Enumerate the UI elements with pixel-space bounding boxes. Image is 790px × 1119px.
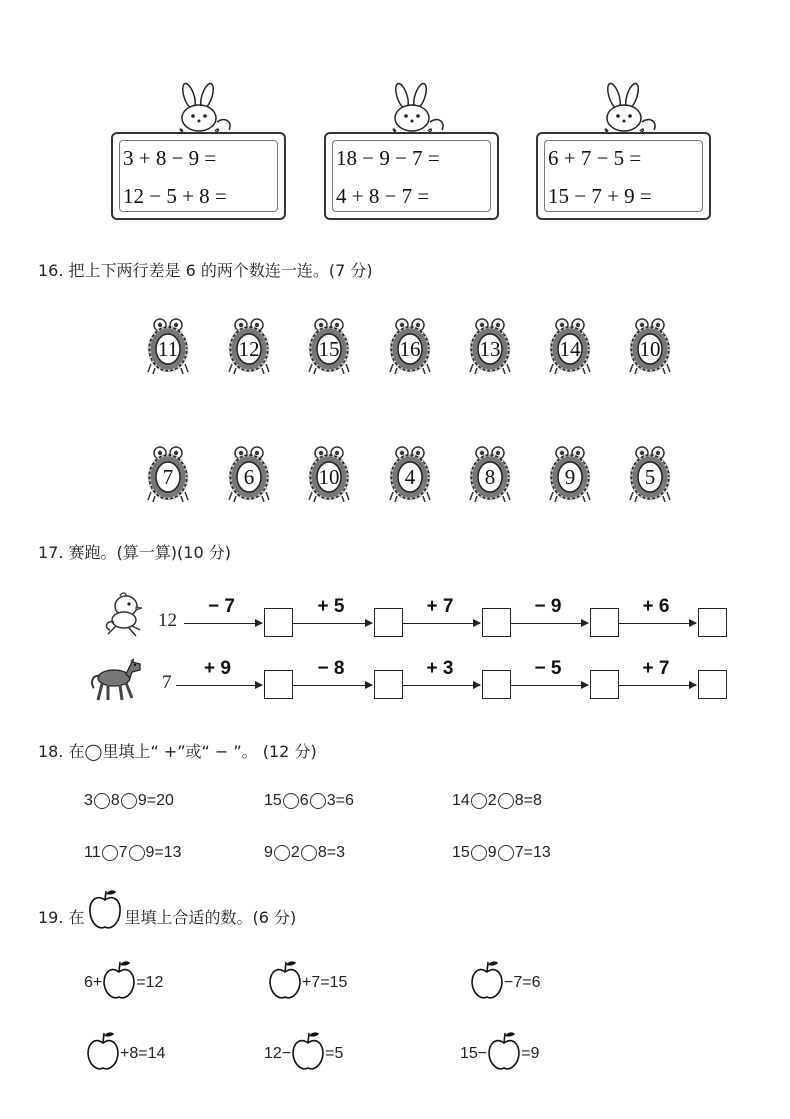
frog-number: 16 — [399, 337, 421, 361]
frog-number-card[interactable] — [549, 318, 591, 374]
race-operation: + 3 — [426, 658, 454, 679]
result: =8 — [523, 792, 542, 809]
operand: 3 — [326, 792, 336, 809]
answer-box[interactable] — [374, 670, 403, 699]
operator-circle[interactable] — [471, 793, 487, 809]
frog-number-card[interactable] — [549, 446, 591, 502]
operator-circle[interactable] — [121, 793, 137, 809]
race-arrow — [619, 685, 696, 686]
circle-equation — [84, 792, 174, 810]
frog-number-card[interactable] — [389, 446, 431, 502]
apple-equation — [86, 1033, 165, 1077]
race-arrow — [511, 685, 588, 686]
apple-icon[interactable] — [86, 1030, 120, 1077]
operand: 3 — [84, 792, 93, 809]
race-arrow — [511, 623, 588, 624]
frog-number: 14 — [559, 337, 581, 361]
operand: 15 — [264, 792, 282, 809]
equation-after: +7=15 — [302, 974, 348, 991]
chick-icon — [100, 590, 148, 642]
apple-icon[interactable] — [487, 1030, 521, 1077]
race-arrow — [184, 623, 262, 624]
board-frame — [111, 132, 286, 220]
frog-number-card[interactable] — [228, 446, 270, 502]
race-arrow — [293, 685, 372, 686]
frog-number-card[interactable] — [308, 318, 350, 374]
operator-circle[interactable] — [94, 793, 110, 809]
frog-number: 9 — [564, 465, 576, 489]
circle-equation — [452, 844, 551, 862]
race-start-number: 7 — [162, 672, 172, 693]
equation-after: =9 — [521, 1045, 540, 1062]
race-operation: + 6 — [642, 596, 670, 617]
board-equation: 6 + 7 − 5 = — [548, 146, 642, 170]
operator-circle[interactable] — [283, 793, 299, 809]
answer-box[interactable] — [374, 608, 403, 637]
operand: 6 — [299, 792, 309, 809]
q19-title-pre: 19. 在 — [38, 907, 85, 927]
board-equation: 18 − 9 − 7 = — [336, 146, 440, 170]
operator-circle[interactable] — [129, 845, 145, 861]
operator-circle[interactable] — [102, 845, 118, 861]
apple-icon — [87, 888, 123, 932]
race-operation: + 9 — [204, 658, 231, 679]
operator-circle[interactable] — [498, 845, 514, 861]
operand: 15 — [452, 844, 470, 861]
answer-box[interactable] — [698, 608, 727, 637]
frog-number-card[interactable] — [469, 446, 511, 502]
race-operation: + 5 — [317, 596, 345, 617]
equation-after: =12 — [136, 974, 164, 991]
equation-before: 15− — [460, 1045, 488, 1062]
result: =6 — [335, 792, 354, 809]
operand: 8 — [110, 792, 120, 809]
board-equation: 15 − 7 + 9 = — [548, 184, 652, 208]
operand: 8 — [514, 792, 524, 809]
apple-icon[interactable] — [102, 959, 136, 1006]
equation-before: 12− — [264, 1045, 292, 1062]
equation-board — [536, 82, 711, 222]
frog-number: 8 — [484, 465, 496, 489]
apple-equation — [268, 962, 347, 1006]
answer-box[interactable] — [590, 670, 619, 699]
frog-number: 5 — [644, 465, 656, 489]
answer-box[interactable] — [482, 670, 511, 699]
frog-number-card[interactable] — [147, 446, 189, 502]
operand: 9 — [264, 844, 273, 861]
frog-number: 4 — [404, 465, 416, 489]
horse-icon — [88, 658, 144, 706]
frog-number-card[interactable] — [389, 318, 431, 374]
frog-number-card[interactable] — [228, 318, 270, 374]
circle-equation — [452, 792, 542, 810]
q19-title — [38, 900, 296, 932]
result: =13 — [154, 844, 182, 861]
equation-after: +8=14 — [120, 1045, 166, 1062]
frog-number: 11 — [157, 337, 179, 361]
board-frame — [536, 132, 711, 220]
answer-box[interactable] — [482, 608, 511, 637]
apple-equation — [460, 1033, 539, 1077]
equation-board — [324, 82, 499, 222]
operand: 2 — [487, 792, 497, 809]
race-arrow — [403, 623, 480, 624]
bunny-icon — [584, 82, 664, 134]
result: =20 — [146, 792, 174, 809]
operand: 9 — [487, 844, 497, 861]
frog-number-card[interactable] — [629, 318, 671, 374]
race-operation: − 7 — [208, 596, 235, 617]
frog-number: 10 — [639, 337, 661, 361]
q16-title: 16. 把上下两行差是 6 的两个数连一连。(7 分) — [38, 261, 373, 280]
equation-board — [111, 82, 286, 222]
answer-box[interactable] — [264, 608, 293, 637]
equation-after: −7=6 — [504, 974, 541, 991]
operator-circle[interactable] — [274, 845, 290, 861]
answer-box[interactable] — [698, 670, 727, 699]
answer-box[interactable] — [264, 670, 293, 699]
equation-before: 6+ — [84, 974, 103, 991]
apple-icon[interactable] — [268, 959, 302, 1006]
operator-circle[interactable] — [471, 845, 487, 861]
apple-icon[interactable] — [470, 959, 504, 1006]
bunny-icon — [159, 82, 239, 134]
operand: 9 — [137, 792, 147, 809]
operand: 14 — [452, 792, 470, 809]
frog-number-card[interactable] — [147, 318, 189, 374]
frog-number: 13 — [479, 337, 501, 361]
equation-after: =5 — [325, 1045, 344, 1062]
q18-title: 18. 在◯里填上“ +”或“ − ”。 (12 分) — [38, 742, 317, 761]
apple-equation — [264, 1033, 343, 1077]
operand: 7 — [118, 844, 128, 861]
circle-equation — [84, 844, 182, 862]
frog-number-card[interactable] — [469, 318, 511, 374]
operator-circle[interactable] — [498, 793, 514, 809]
board-equation: 12 − 5 + 8 = — [123, 184, 227, 208]
race-start-number: 12 — [158, 610, 177, 631]
race-operation: + 7 — [642, 658, 670, 679]
frog-number: 7 — [162, 465, 174, 489]
operator-circle[interactable] — [310, 793, 326, 809]
race-operation: − 5 — [534, 658, 562, 679]
apple-equation — [84, 962, 163, 1006]
circle-equation — [264, 792, 354, 810]
result: =3 — [326, 844, 345, 861]
operator-circle[interactable] — [301, 845, 317, 861]
frog-number: 10 — [318, 465, 340, 489]
result: =13 — [523, 844, 551, 861]
race-arrow — [403, 685, 480, 686]
race-arrow — [293, 623, 372, 624]
operand: 11 — [84, 844, 101, 861]
board-equation: 4 + 8 − 7 = — [336, 184, 430, 208]
frog-number: 12 — [238, 337, 260, 361]
operand: 7 — [514, 844, 524, 861]
race-arrow — [619, 623, 696, 624]
frog-number: 15 — [318, 337, 340, 361]
apple-equation — [470, 962, 540, 1006]
apple-icon[interactable] — [291, 1030, 325, 1077]
frog-number: 6 — [243, 465, 255, 489]
operand: 9 — [145, 844, 155, 861]
circle-equation — [264, 844, 345, 862]
race-arrow — [176, 685, 262, 686]
q19-title-post: 里填上合适的数。(6 分) — [124, 907, 297, 927]
bunny-icon — [372, 82, 452, 134]
operand: 8 — [317, 844, 327, 861]
race-operation: − 9 — [534, 596, 562, 617]
race-operation: − 8 — [317, 658, 345, 679]
answer-box[interactable] — [590, 608, 619, 637]
frog-number-card[interactable] — [308, 446, 350, 502]
frog-number-card[interactable] — [629, 446, 671, 502]
race-operation: + 7 — [426, 596, 454, 617]
board-frame — [324, 132, 499, 220]
board-equation: 3 + 8 − 9 = — [123, 146, 217, 170]
operand: 2 — [290, 844, 300, 861]
q17-title: 17. 赛跑。(算一算)(10 分) — [38, 543, 231, 562]
